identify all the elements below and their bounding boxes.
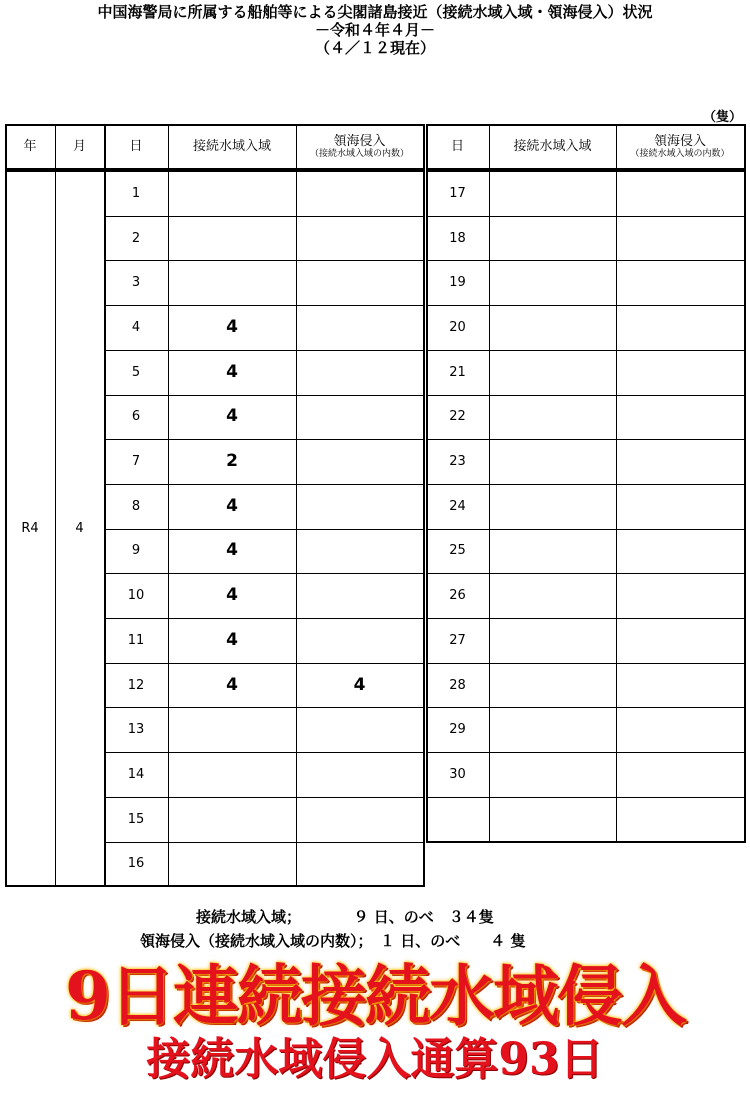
day-cell: 2 bbox=[131, 230, 141, 246]
contiguous-count-cell: 4 bbox=[226, 585, 238, 606]
day-cell: 4 bbox=[131, 319, 141, 335]
day-cell bbox=[426, 797, 489, 842]
contiguous-count-cell bbox=[489, 260, 616, 305]
contiguous-count-cell bbox=[489, 663, 616, 708]
contiguous-count-cell: 4 bbox=[226, 316, 238, 337]
contiguous-count-cell bbox=[168, 797, 296, 842]
territorial-count-cell bbox=[296, 305, 423, 350]
contiguous-count-cell bbox=[489, 618, 616, 663]
day-cell: 17 bbox=[449, 185, 466, 201]
contiguous-count-cell bbox=[489, 752, 616, 797]
territorial-count-cell bbox=[296, 216, 423, 261]
contiguous-count-cell bbox=[489, 797, 616, 842]
year-cell: R4 bbox=[21, 521, 39, 537]
territorial-count-cell bbox=[296, 484, 423, 529]
header-territorial bbox=[616, 124, 744, 169]
contiguous-count-cell: 4 bbox=[226, 495, 238, 516]
territorial-count-cell bbox=[616, 797, 744, 842]
territorial-count-cell bbox=[616, 350, 744, 395]
summary-contiguous: 接続水域入域； ９ 日、のべ ３４隻 bbox=[196, 908, 494, 926]
day-cell: 24 bbox=[449, 498, 466, 514]
territorial-count-cell bbox=[616, 395, 744, 440]
day-cell: 11 bbox=[127, 632, 145, 648]
territorial-header-note: （接続水域入域の内数） bbox=[309, 148, 409, 159]
contiguous-count-cell bbox=[489, 305, 616, 350]
territorial-count-cell bbox=[296, 752, 423, 797]
territorial-count-cell bbox=[296, 529, 423, 574]
unit-label: （隻） bbox=[702, 110, 742, 125]
territorial-count-cell bbox=[296, 618, 423, 663]
day-cell: 3 bbox=[131, 275, 141, 291]
territorial-count-cell bbox=[296, 707, 423, 752]
document-period: －令和４年４月－ bbox=[314, 21, 435, 39]
header-territorial bbox=[296, 124, 423, 169]
territorial-count-cell bbox=[616, 752, 744, 797]
header-contiguous: 接続水域入域 bbox=[192, 139, 271, 154]
territorial-count-cell bbox=[616, 216, 744, 261]
contiguous-count-cell: 2 bbox=[226, 451, 238, 472]
territorial-count-cell bbox=[616, 663, 744, 708]
day-cell: 15 bbox=[127, 811, 145, 827]
day-cell: 13 bbox=[127, 722, 145, 738]
territorial-count-cell bbox=[616, 707, 744, 752]
contiguous-count-cell bbox=[489, 171, 616, 216]
contiguous-count-cell bbox=[168, 260, 296, 305]
headline-banner: 9日連続接続水域侵入 bbox=[65, 957, 685, 1035]
contiguous-count-cell bbox=[489, 395, 616, 440]
day-cell: 14 bbox=[127, 766, 145, 782]
day-cell: 29 bbox=[449, 722, 466, 738]
day-cell: 25 bbox=[449, 543, 466, 559]
day-cell: 8 bbox=[131, 498, 141, 514]
month-cell: 4 bbox=[75, 521, 84, 537]
contiguous-count-cell bbox=[168, 216, 296, 261]
day-cell: 16 bbox=[127, 856, 145, 872]
day-cell: 1 bbox=[131, 185, 141, 201]
contiguous-count-cell bbox=[489, 350, 616, 395]
day-cell: 9 bbox=[131, 543, 141, 559]
contiguous-count-cell: 4 bbox=[226, 540, 238, 561]
day-cell: 27 bbox=[449, 632, 466, 648]
contiguous-count-cell: 4 bbox=[226, 674, 238, 695]
contiguous-count-cell bbox=[489, 573, 616, 618]
territorial-header-label: 領海侵入 bbox=[333, 133, 386, 149]
territorial-header-note: （接続水域入域の内数） bbox=[630, 148, 730, 159]
territorial-count-cell bbox=[616, 260, 744, 305]
day-cell: 26 bbox=[449, 588, 466, 604]
territorial-count-cell bbox=[296, 350, 423, 395]
contiguous-count-cell: 4 bbox=[226, 406, 238, 427]
territorial-count-cell bbox=[616, 573, 744, 618]
contiguous-count-cell: 4 bbox=[226, 361, 238, 382]
territorial-count-cell bbox=[296, 395, 423, 440]
day-cell: 20 bbox=[449, 319, 466, 335]
contiguous-count-cell bbox=[489, 529, 616, 574]
contiguous-count-cell bbox=[489, 439, 616, 484]
day-cell: 10 bbox=[127, 588, 145, 604]
contiguous-count-cell bbox=[168, 842, 296, 887]
territorial-count-cell bbox=[296, 573, 423, 618]
contiguous-count-cell bbox=[168, 171, 296, 216]
day-cell: 5 bbox=[131, 364, 141, 380]
day-cell: 21 bbox=[449, 364, 466, 380]
document-title: 中国海警局に所属する船舶等による尖閣諸島接近（接続水域入域・領海侵入）状況 bbox=[97, 3, 653, 21]
contiguous-count-cell bbox=[168, 752, 296, 797]
territorial-count-cell bbox=[296, 439, 423, 484]
document-as-of: （４／１２現在） bbox=[314, 39, 435, 57]
header-year: 年 bbox=[23, 139, 37, 154]
summary-territorial: 領海侵入（接続水域入域の内数）； １ 日、のべ ４ 隻 bbox=[140, 932, 526, 950]
day-cell: 30 bbox=[449, 766, 466, 782]
contiguous-count-cell bbox=[168, 707, 296, 752]
territorial-count-cell bbox=[296, 842, 423, 887]
day-cell: 6 bbox=[131, 409, 141, 425]
territorial-header-label: 領海侵入 bbox=[653, 133, 706, 149]
territorial-count-cell bbox=[616, 529, 744, 574]
territorial-count-cell bbox=[616, 618, 744, 663]
territorial-count-cell bbox=[616, 484, 744, 529]
header-day: 日 bbox=[450, 139, 464, 154]
subline-banner: 接続水域侵入通算93日 bbox=[146, 1034, 604, 1085]
day-cell: 28 bbox=[449, 677, 466, 693]
header-day: 日 bbox=[129, 139, 143, 154]
territorial-count-cell bbox=[296, 260, 423, 305]
header-month: 月 bbox=[72, 139, 86, 154]
territorial-count-cell bbox=[296, 171, 423, 216]
day-cell: 22 bbox=[449, 409, 466, 425]
day-cell: 23 bbox=[449, 454, 466, 470]
territorial-count-cell bbox=[616, 305, 744, 350]
contiguous-count-cell bbox=[489, 216, 616, 261]
territorial-count-cell bbox=[616, 439, 744, 484]
day-cell: 7 bbox=[131, 454, 141, 470]
day-cell: 19 bbox=[449, 275, 466, 291]
territorial-count-cell: 4 bbox=[353, 674, 366, 695]
day-cell: 12 bbox=[127, 677, 145, 693]
contiguous-count-cell bbox=[489, 484, 616, 529]
day-cell: 18 bbox=[449, 230, 466, 246]
header-contiguous: 接続水域入域 bbox=[513, 139, 592, 154]
contiguous-count-cell: 4 bbox=[226, 629, 238, 650]
territorial-count-cell bbox=[296, 797, 423, 842]
territorial-count-cell bbox=[616, 171, 744, 216]
contiguous-count-cell bbox=[489, 707, 616, 752]
